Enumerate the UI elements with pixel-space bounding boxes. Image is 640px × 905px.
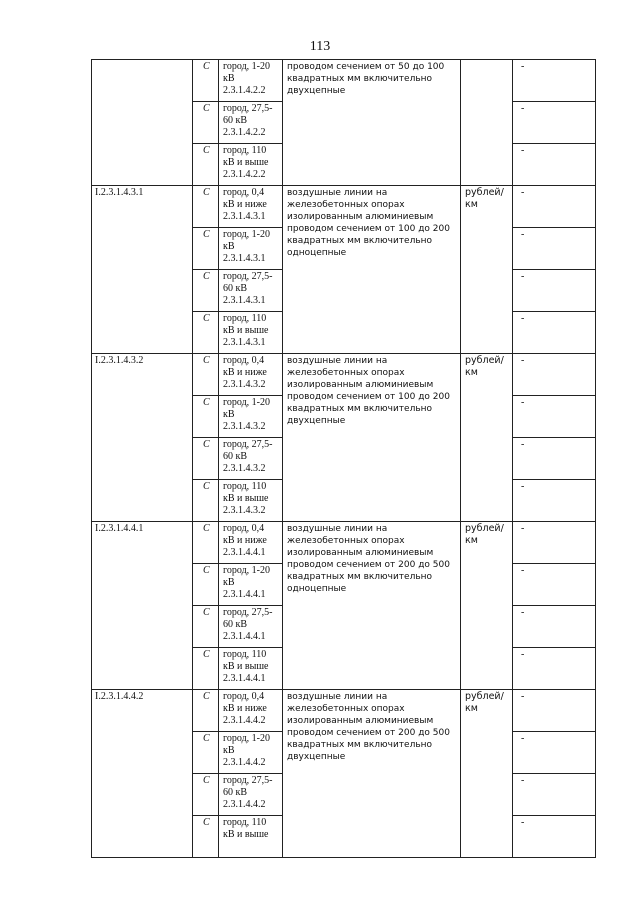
value-cell: - bbox=[513, 522, 596, 564]
location-cell: город, 27,5-60 кВ 2.3.1.4.3.2 bbox=[219, 438, 283, 480]
category-cell: С bbox=[193, 228, 219, 270]
row-code: I.2.3.1.4.3.2 bbox=[92, 354, 193, 522]
category-cell: С bbox=[193, 774, 219, 816]
value-cell: - bbox=[513, 228, 596, 270]
location-cell: город, 0,4 кВ и ниже 2.3.1.4.4.2 bbox=[219, 690, 283, 732]
value-cell: - bbox=[513, 396, 596, 438]
unit-cell bbox=[461, 60, 513, 186]
unit-cell: рублей/км bbox=[461, 690, 513, 858]
table-row bbox=[92, 60, 596, 102]
value-cell: - bbox=[513, 186, 596, 228]
category-cell: С bbox=[193, 102, 219, 144]
location-cell: город, 27,5-60 кВ 2.3.1.4.4.2 bbox=[219, 774, 283, 816]
location-cell: город, 27,5-60 кВ 2.3.1.4.4.1 bbox=[219, 606, 283, 648]
location-cell: город, 27,5-60 кВ 2.3.1.4.3.1 bbox=[219, 270, 283, 312]
description-cell: воздушные линии на железобетонных опорах изолированным алюминиевым проводом сечением от 100 до 200 квадратных мм включительно одноцепные bbox=[283, 186, 461, 354]
value-cell: - bbox=[513, 312, 596, 354]
table-body bbox=[92, 60, 596, 858]
unit-cell: рублей/км bbox=[461, 522, 513, 690]
value-cell: - bbox=[513, 102, 596, 144]
category-cell: С bbox=[193, 816, 219, 858]
location-cell: город, 110 кВ и выше 2.3.1.4.3.2 bbox=[219, 480, 283, 522]
category-cell: С bbox=[193, 144, 219, 186]
location-cell: город, 110 кВ и выше 2.3.1.4.3.1 bbox=[219, 312, 283, 354]
value-cell: - bbox=[513, 144, 596, 186]
category-cell: С bbox=[193, 480, 219, 522]
location-cell: город, 1-20 кВ 2.3.1.4.2.2 bbox=[219, 60, 283, 102]
description-cell: воздушные линии на железобетонных опорах изолированным алюминиевым проводом сечением от 100 до 200 квадратных мм включительно двухцепные bbox=[283, 354, 461, 522]
location-cell: город, 0,4 кВ и ниже 2.3.1.4.3.1 bbox=[219, 186, 283, 228]
value-cell: - bbox=[513, 690, 596, 732]
row-code: I.2.3.1.4.4.2 bbox=[92, 690, 193, 858]
value-cell: - bbox=[513, 480, 596, 522]
location-cell: город, 1-20 кВ 2.3.1.4.3.1 bbox=[219, 228, 283, 270]
description-cell: воздушные линии на железобетонных опорах изолированным алюминиевым проводом сечением от 200 до 500 квадратных мм включительно двухцепные bbox=[283, 690, 461, 858]
value-cell: - bbox=[513, 648, 596, 690]
value-cell: - bbox=[513, 816, 596, 858]
location-cell: город, 1-20 кВ 2.3.1.4.3.2 bbox=[219, 396, 283, 438]
unit-cell: рублей/км bbox=[461, 354, 513, 522]
value-cell: - bbox=[513, 732, 596, 774]
location-cell: город, 27,5-60 кВ 2.3.1.4.2.2 bbox=[219, 102, 283, 144]
category-cell: С bbox=[193, 396, 219, 438]
category-cell: С bbox=[193, 690, 219, 732]
table-row bbox=[92, 522, 596, 564]
location-cell: город, 110 кВ и выше 2.3.1.4.2.2 bbox=[219, 144, 283, 186]
page-number: 113 bbox=[309, 39, 331, 54]
value-cell: - bbox=[513, 438, 596, 480]
location-cell: город, 0,4 кВ и ниже 2.3.1.4.3.2 bbox=[219, 354, 283, 396]
category-cell: С bbox=[193, 732, 219, 774]
location-cell: город, 1-20 кВ 2.3.1.4.4.2 bbox=[219, 732, 283, 774]
category-cell: С bbox=[193, 438, 219, 480]
table-row bbox=[92, 354, 596, 396]
description-cell: проводом сечением от 50 до 100 квадратных мм включительно двухцепные bbox=[283, 60, 461, 186]
row-code: I.2.3.1.4.4.1 bbox=[92, 522, 193, 690]
value-cell: - bbox=[513, 60, 596, 102]
category-cell: С bbox=[193, 648, 219, 690]
row-code: I.2.3.1.4.3.1 bbox=[92, 186, 193, 354]
value-cell: - bbox=[513, 606, 596, 648]
category-cell: С bbox=[193, 186, 219, 228]
table-row bbox=[92, 186, 596, 228]
value-cell: - bbox=[513, 774, 596, 816]
category-cell: С bbox=[193, 60, 219, 102]
location-cell: город, 110 кВ и выше bbox=[219, 816, 283, 858]
category-cell: С bbox=[193, 354, 219, 396]
category-cell: С bbox=[193, 270, 219, 312]
tariff-table bbox=[91, 59, 596, 858]
location-cell: город, 0,4 кВ и ниже 2.3.1.4.4.1 bbox=[219, 522, 283, 564]
value-cell: - bbox=[513, 354, 596, 396]
value-cell: - bbox=[513, 270, 596, 312]
category-cell: С bbox=[193, 522, 219, 564]
value-cell: - bbox=[513, 564, 596, 606]
category-cell: С bbox=[193, 312, 219, 354]
table-row bbox=[92, 690, 596, 732]
location-cell: город, 110 кВ и выше 2.3.1.4.4.1 bbox=[219, 648, 283, 690]
location-cell: город, 1-20 кВ 2.3.1.4.4.1 bbox=[219, 564, 283, 606]
category-cell: С bbox=[193, 564, 219, 606]
description-cell: воздушные линии на железобетонных опорах изолированным алюминиевым проводом сечением от 200 до 500 квадратных мм включительно одноцепные bbox=[283, 522, 461, 690]
category-cell: С bbox=[193, 606, 219, 648]
row-code bbox=[92, 60, 193, 186]
unit-cell: рублей/км bbox=[461, 186, 513, 354]
